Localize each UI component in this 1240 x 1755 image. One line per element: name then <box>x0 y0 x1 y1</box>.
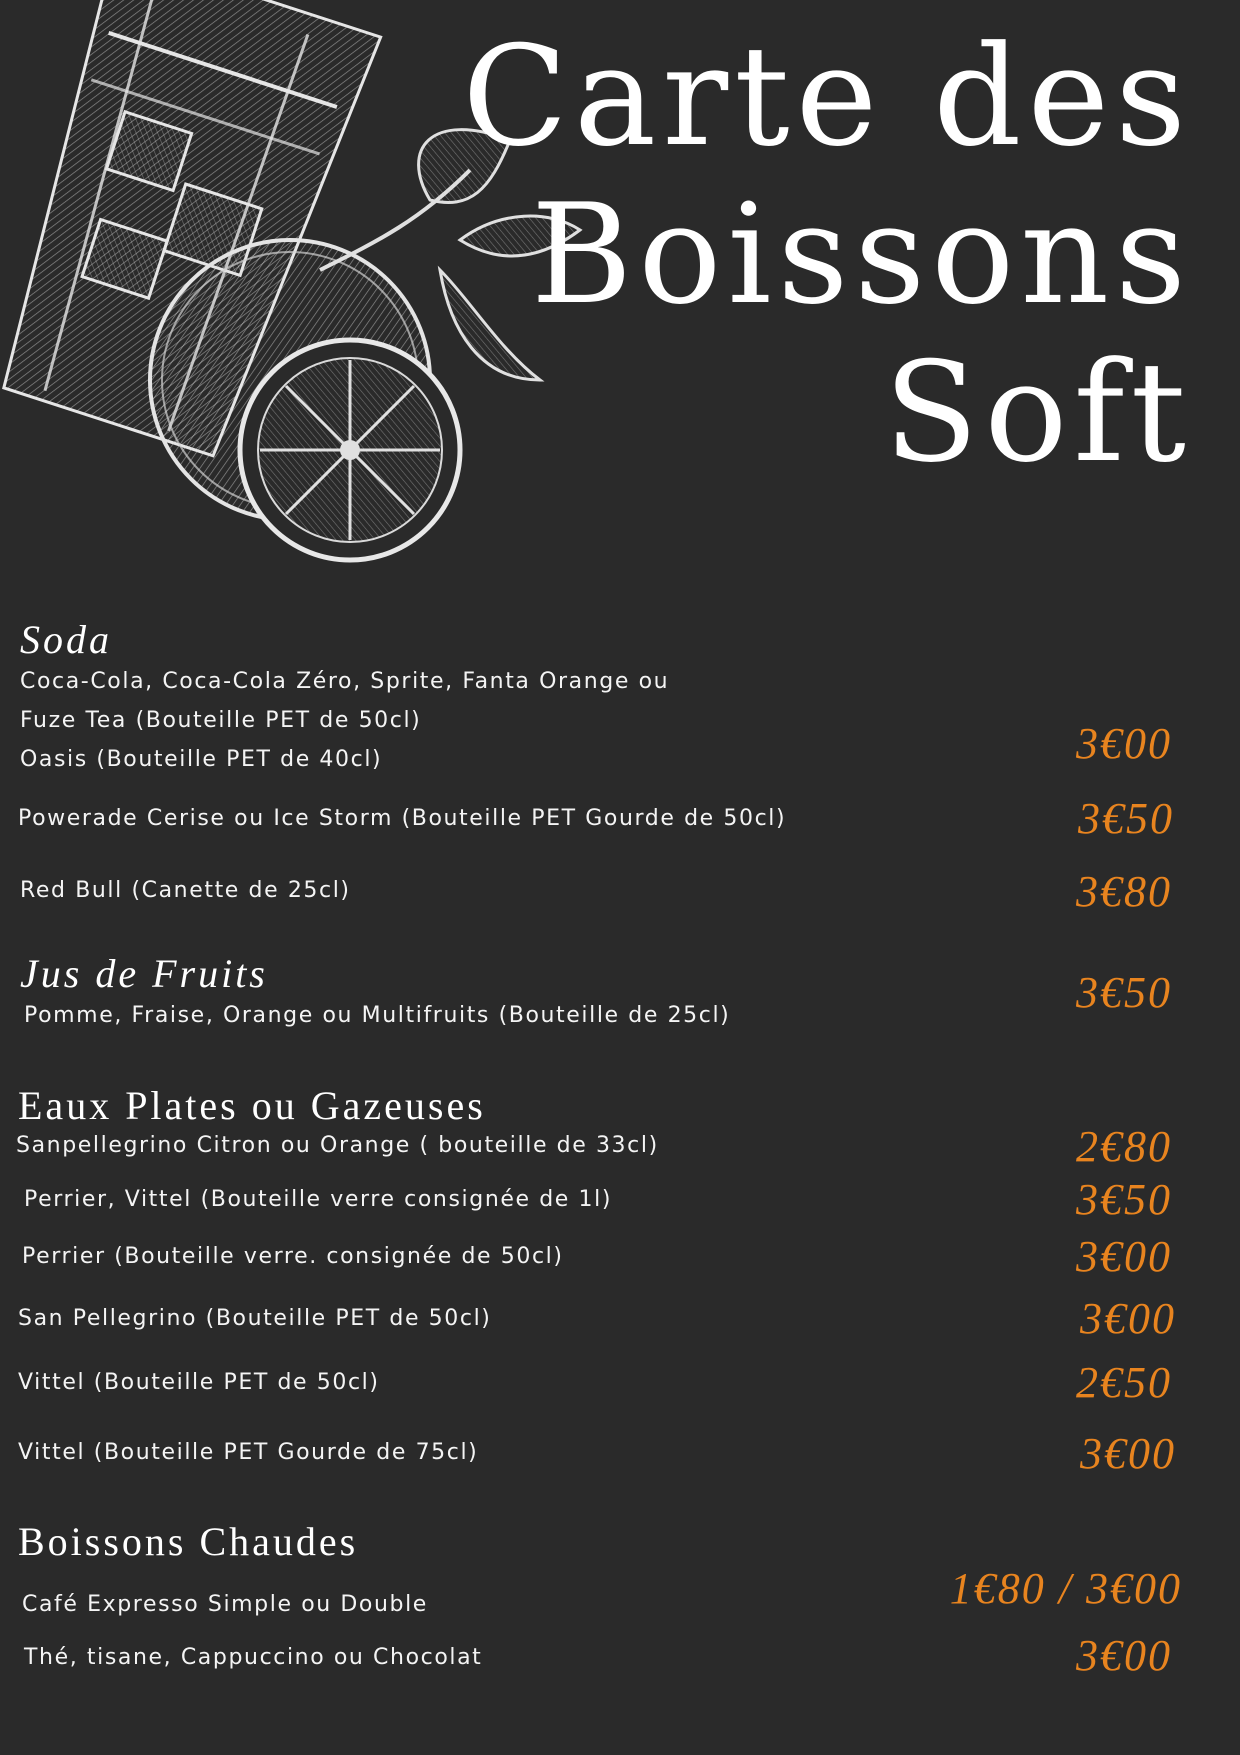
price: 3€00 <box>1080 1429 1176 1478</box>
menu-item: San Pellegrino (Bouteille PET de 50cl) <box>18 1306 492 1331</box>
price: 3€50 <box>1076 1175 1172 1224</box>
price: 1€80 / 3€00 <box>949 1564 1182 1613</box>
price: 3€50 <box>1078 794 1174 843</box>
menu-item: Vittel (Bouteille PET Gourde de 75cl) <box>18 1440 479 1465</box>
price: 3€00 <box>1076 719 1172 768</box>
section-heading-eaux: Eaux Plates ou Gazeuses <box>18 1083 486 1128</box>
menu-item: Thé, tisane, Cappuccino ou Chocolat <box>24 1645 483 1670</box>
menu-item: Sanpellegrino Citron ou Orange ( bouteille de 33cl) <box>16 1133 659 1158</box>
price: 2€80 <box>1076 1122 1172 1171</box>
price: 3€50 <box>1076 968 1172 1017</box>
section-heading-jus: Jus de Fruits <box>20 951 268 996</box>
section-heading-chaudes: Boissons Chaudes <box>18 1519 359 1564</box>
menu-item: Fuze Tea (Bouteille PET de 50cl) <box>20 708 422 733</box>
menu-item: Powerade Cerise ou Ice Storm (Bouteille PET Gourde de 50cl) <box>18 806 787 831</box>
price: 3€00 <box>1080 1294 1176 1343</box>
menu-item: Red Bull (Canette de 25cl) <box>20 878 351 903</box>
title-line-2: Boissons <box>530 174 1192 335</box>
page-title <box>462 18 1192 492</box>
menu-item: Oasis (Bouteille PET de 40cl) <box>20 747 383 772</box>
price: 3€80 <box>1076 867 1172 916</box>
menu-item: Perrier (Bouteille verre. consignée de 50cl) <box>22 1244 564 1269</box>
price: 3€00 <box>1076 1631 1172 1680</box>
menu-item: Pomme, Fraise, Orange ou Multifruits (Bouteille de 25cl) <box>24 1003 731 1028</box>
menu-item: Café Expresso Simple ou Double <box>22 1592 428 1617</box>
price: 2€50 <box>1076 1358 1172 1407</box>
price: 3€00 <box>1076 1232 1172 1281</box>
title-line-1: Carte des <box>462 16 1192 177</box>
menu-item: Perrier, Vittel (Bouteille verre consignée de 1l) <box>24 1187 613 1212</box>
title-line-3: Soft <box>883 332 1192 493</box>
menu-item: Coca-Cola, Coca-Cola Zéro, Sprite, Fanta Orange ou <box>20 669 670 694</box>
section-heading-soda: Soda <box>20 617 112 662</box>
menu-item: Vittel (Bouteille PET de 50cl) <box>18 1370 380 1395</box>
